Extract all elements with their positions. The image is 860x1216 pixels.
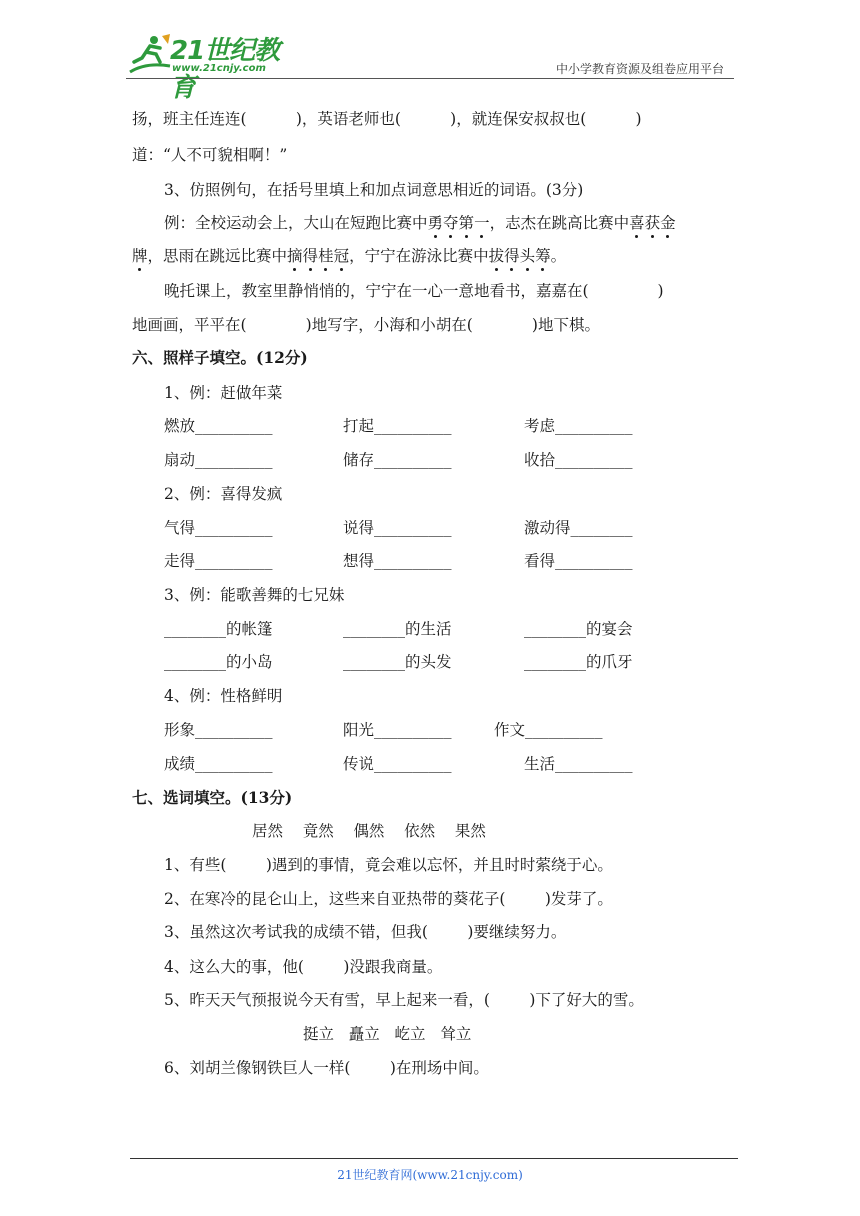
emphasis-char: 筹: [535, 247, 551, 265]
question-example: 1、例：赶做年菜: [164, 384, 283, 402]
footer-divider: [130, 1158, 738, 1159]
question-example: 4、例：性格鲜明: [164, 687, 283, 705]
emphasis-char: 得: [504, 247, 520, 265]
logo-text: 21世纪教育: [170, 36, 280, 103]
fill-item: 看得__________: [524, 552, 633, 570]
fill-item: ________的爪牙: [524, 653, 633, 671]
runner-logo-icon: [126, 32, 172, 76]
fill-item: 收拾__________: [524, 451, 633, 469]
question-line: 5、昨天天气预报说今天有雪，早上起来一看，( )下了好大的雪。: [164, 991, 644, 1009]
fill-item: 考虑__________: [524, 417, 633, 435]
fill-item: 燃放__________: [164, 417, 273, 435]
fill-item: 储存__________: [343, 451, 452, 469]
fill-item: 阳光__________: [343, 721, 452, 739]
question-line: 4、这么大的事，他( )没跟我商量。: [164, 958, 443, 976]
example-line: 例：全校运动会上，大山在短跑比赛中勇夺第一，志杰在跳高比赛中喜获金: [164, 214, 676, 232]
fill-item: 形象__________: [164, 721, 273, 739]
fill-item: 激动得________: [524, 519, 633, 537]
text-line: 扬，班主任连连( )，英语老师也( )，就连保安叔叔也( ): [132, 110, 642, 128]
emphasis-char: 第: [458, 214, 475, 232]
emphasis-char: 喜: [629, 214, 645, 232]
question-line: 6、刘胡兰像钢铁巨人一样( )在刑场中间。: [164, 1059, 489, 1077]
emphasis-char: 桂: [318, 247, 334, 265]
site-logo: [126, 30, 286, 103]
emphasis-char: 拔: [488, 247, 505, 265]
emphasis-char: 获: [644, 214, 661, 232]
question-heading: 3、仿照例句，在括号里填上和加点词意思相近的词语。(3分): [164, 181, 584, 199]
emphasis-char: 牌: [132, 247, 148, 265]
fill-item: 扇动__________: [164, 451, 273, 469]
dotted-word: [132, 247, 148, 265]
logo-url: www.21cnjy.com: [172, 63, 266, 74]
question-line: 2、在寒冷的昆仑山上，这些来自亚热带的葵花子( )发芽了。: [164, 890, 613, 908]
question-example: 2、例：喜得发疯: [164, 485, 283, 503]
emphasis-char: 夺: [443, 214, 459, 232]
word-bank: 挺立 矗立 屹立 耸立: [303, 1025, 472, 1043]
fill-item: 成绩__________: [164, 755, 273, 773]
emphasis-char: 冠: [333, 247, 350, 265]
fill-item: ________的小岛: [164, 653, 273, 671]
fill-item: ________的宴会: [524, 620, 633, 638]
question-line: 3、虽然这次考试我的成绩不错，但我( )要继续努力。: [164, 923, 567, 941]
header-divider: [126, 78, 734, 79]
section-title: 六、照样子填空。(12分): [132, 348, 308, 367]
emphasis-char: 摘: [287, 247, 303, 265]
fill-item: 生活__________: [524, 755, 633, 773]
emphasis-char: 金: [660, 214, 676, 232]
fill-item: ________的帐篷: [164, 620, 273, 638]
dotted-word: [629, 214, 676, 232]
word-bank: 居然 竟然 偶然 依然 果然: [252, 822, 486, 840]
fill-item: 传说__________: [343, 755, 452, 773]
fill-item: ________的生活: [343, 620, 452, 638]
section-title: 七、选词填空。(13分): [132, 788, 293, 807]
text-line: 晚托课上，教室里静悄悄的，宁宁在一心一意地看书，嘉嘉在( ): [164, 282, 664, 300]
text-line: 地画画，平平在( )地写字，小海和小胡在( )地下棋。: [132, 316, 600, 334]
header-tagline: 中小学教育资源及组卷应用平台: [555, 62, 724, 76]
emphasis-char: 得: [302, 247, 319, 265]
fill-item: 气得__________: [164, 519, 273, 537]
dotted-word: [287, 247, 349, 265]
dotted-word: [428, 214, 490, 232]
fill-item: 作文__________: [494, 721, 603, 739]
fill-item: 走得__________: [164, 552, 273, 570]
fill-item: ________的头发: [343, 653, 452, 671]
emphasis-char: 一: [474, 214, 490, 232]
example-line: 牌，思雨在跳远比赛中摘得桂冠，宁宁在游泳比赛中拔得头筹。: [132, 247, 567, 265]
fill-item: 想得__________: [343, 552, 452, 570]
emphasis-char: 勇: [427, 214, 444, 232]
question-line: 1、有些( )遇到的事情，竟会难以忘怀，并且时时萦绕于心。: [164, 856, 613, 874]
fill-item: 打起__________: [343, 417, 452, 435]
dotted-word: [489, 247, 551, 265]
emphasis-char: 头: [519, 247, 536, 265]
question-example: 3、例：能歌善舞的七兄妹: [164, 586, 345, 604]
fill-item: 说得__________: [343, 519, 452, 537]
footer-link[interactable]: 21世纪教育网(www.21cnjy.com): [337, 1168, 523, 1182]
text-line: 道：“人不可貌相啊！”: [132, 146, 288, 164]
